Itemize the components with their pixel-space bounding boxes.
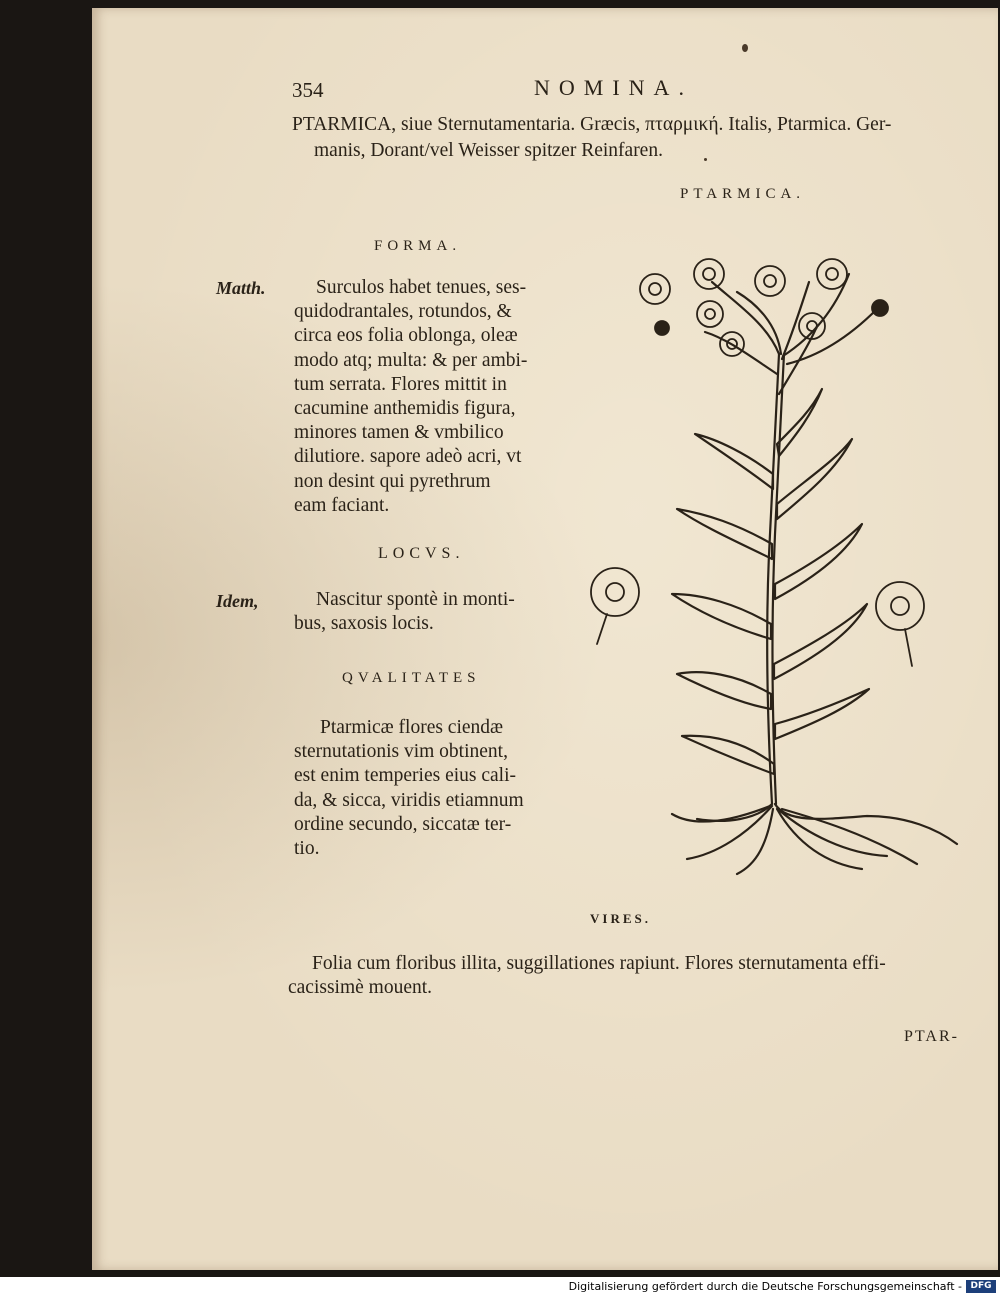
names-line: PTARMICA, siue Sternutamentaria. Græcis, πταρμική. Italis, Ptarmica. Ger- bbox=[292, 114, 892, 135]
text-line: ordine secundo, siccatæ ter- bbox=[294, 813, 512, 835]
text-line: cacissimè mouent. bbox=[288, 977, 433, 999]
text-line: Folia cum floribus illita, suggillationes rapiunt. Flores sternutamenta effi- bbox=[312, 953, 886, 974]
marginal-note: Matth. bbox=[216, 278, 266, 298]
text-line: cacumine anthemidis figura, bbox=[294, 398, 516, 420]
names-line: manis, Dorant/vel Weisser spitzer Reinfaren. bbox=[314, 140, 663, 161]
text-line: tum serrata. Flores mittit in bbox=[294, 373, 507, 395]
funding-credit: Digitalisierung gefördert durch die Deutsche Forschungsgemeinschaft - bbox=[568, 1280, 962, 1293]
vires-paragraph bbox=[288, 952, 886, 1000]
forma-paragraph bbox=[294, 276, 527, 518]
running-head: NOMINA. bbox=[534, 75, 693, 100]
text-line: sternutationis vim obtinent, bbox=[294, 741, 508, 763]
text-line: Surculos habet tenues, ses- bbox=[316, 277, 527, 298]
ptarmica-woodcut bbox=[587, 244, 967, 884]
text-line: est enim temperies eius cali- bbox=[294, 765, 517, 787]
ink-speck bbox=[742, 44, 748, 52]
plant-names bbox=[292, 112, 891, 164]
dfg-logo: DFG bbox=[966, 1280, 996, 1293]
figure-title: PTARMICA. bbox=[680, 186, 806, 202]
text-line: circa eos folia oblonga, oleæ bbox=[294, 325, 518, 347]
text-line: bus, saxosis locis. bbox=[294, 613, 434, 635]
text-line: modo atq; multa: & per ambi- bbox=[294, 349, 528, 371]
catchword: PTAR- bbox=[904, 1028, 959, 1045]
text-line: Ptarmicæ flores ciendæ bbox=[320, 717, 504, 738]
text-line: Nascitur spontè in monti- bbox=[316, 589, 515, 610]
text-line: non desint qui pyrethrum bbox=[294, 470, 491, 492]
page-number: 354 bbox=[292, 78, 324, 102]
text-line: eam faciant. bbox=[294, 494, 390, 516]
book-page bbox=[92, 8, 998, 1270]
section-heading-locus: LOCVS. bbox=[378, 545, 465, 562]
qualitates-paragraph bbox=[294, 716, 524, 861]
locus-paragraph bbox=[294, 588, 515, 636]
text-line: tio. bbox=[294, 838, 320, 860]
text-line: da, & sicca, viridis etiamnum bbox=[294, 789, 524, 811]
text-line: minores tamen & vmbilico bbox=[294, 422, 504, 444]
section-heading-forma: FORMA. bbox=[374, 238, 462, 254]
section-heading-qualitates: QVALITATES bbox=[342, 670, 481, 686]
text-line: quidodrantales, rotundos, & bbox=[294, 301, 512, 323]
text-line: dilutiore. sapore adeò acri, vt bbox=[294, 446, 522, 468]
digitization-footer bbox=[0, 1277, 1000, 1297]
marginal-note: Idem, bbox=[216, 591, 259, 611]
section-heading-vires: VIRES. bbox=[590, 911, 651, 926]
ink-speck bbox=[704, 158, 707, 161]
